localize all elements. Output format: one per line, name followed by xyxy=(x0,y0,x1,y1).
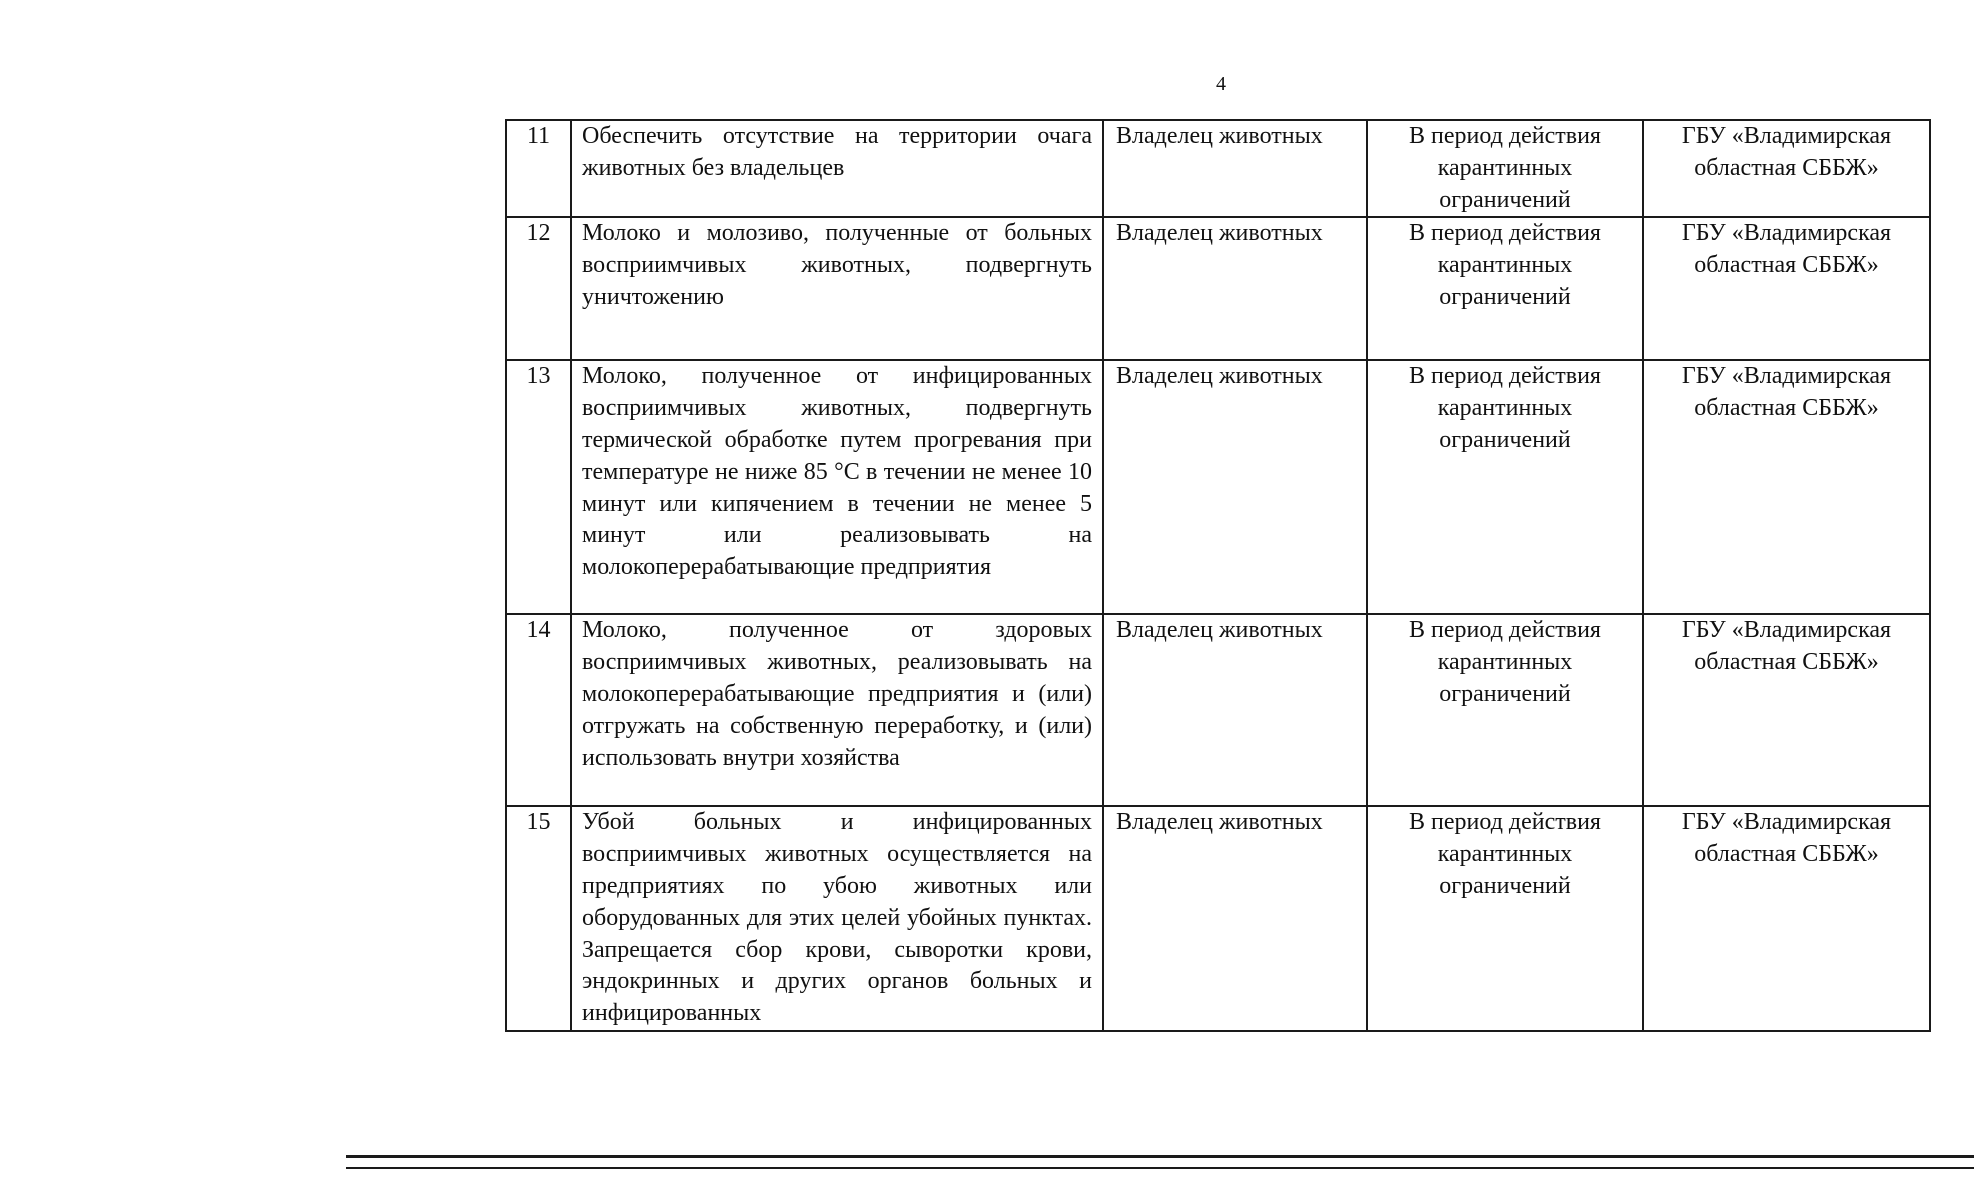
footer-rule xyxy=(346,1155,1974,1158)
responsible-party: Владелец животных xyxy=(1103,806,1367,1031)
supervising-body: ГБУ «Владимирская областная СББЖ» xyxy=(1643,217,1930,360)
supervising-body: ГБУ «Владимирская областная СББЖ» xyxy=(1643,614,1930,806)
row-number: 12 xyxy=(506,217,571,360)
footer-rule xyxy=(346,1167,1974,1169)
table-row xyxy=(506,217,1930,360)
supervising-body: ГБУ «Владимирская областная СББЖ» xyxy=(1643,806,1930,1031)
table-row xyxy=(506,614,1930,806)
supervising-body: ГБУ «Владимирская областная СББЖ» xyxy=(1643,120,1930,217)
row-number: 14 xyxy=(506,614,571,806)
measure-text: Обеспечить отсутствие на территории очага животных без владельцев xyxy=(571,120,1103,217)
responsible-party: Владелец животных xyxy=(1103,120,1367,217)
page-number: 4 xyxy=(1216,73,1226,95)
measure-text: Молоко, полученное от здоровых восприимчивых животных, реализовывать на молокоперерабатывающие предприятия и (или) отгружать на собственную переработку, и (или) использовать внутри хозяйства xyxy=(571,614,1103,806)
row-number: 11 xyxy=(506,120,571,217)
measure-text: Убой больных и инфицированных восприимчивых животных осуществляется на предприятиях по убою животных или оборудованных для этих целей убойных пунктах. Запрещается сбор крови, сыворотки крови, эндокринных и других органов больных и инфицированных xyxy=(571,806,1103,1031)
row-number: 13 xyxy=(506,360,571,614)
row-number: 15 xyxy=(506,806,571,1031)
table-row xyxy=(506,120,1930,217)
measures-table xyxy=(505,119,1931,1032)
measure-text: Молоко, полученное от инфицированных восприимчивых животных, подвергнуть термической обработке путем прогревания при температуре не ниже 85 °С в течении не менее 10 минут или кипячением в течении не менее 5 минут или реализовывать на молокоперерабатывающие предприятия xyxy=(571,360,1103,614)
table-row xyxy=(506,806,1930,1031)
table-row xyxy=(506,360,1930,614)
supervising-body: ГБУ «Владимирская областная СББЖ» xyxy=(1643,360,1930,614)
responsible-party: Владелец животных xyxy=(1103,614,1367,806)
responsible-party: Владелец животных xyxy=(1103,217,1367,360)
deadline: В период действия карантинных ограничений xyxy=(1367,360,1643,614)
deadline: В период действия карантинных ограничений xyxy=(1367,120,1643,217)
responsible-party: Владелец животных xyxy=(1103,360,1367,614)
measure-text: Молоко и молозиво, полученные от больных восприимчивых животных, подвергнуть уничтожению xyxy=(571,217,1103,360)
deadline: В период действия карантинных ограничений xyxy=(1367,806,1643,1031)
deadline: В период действия карантинных ограничений xyxy=(1367,614,1643,806)
deadline: В период действия карантинных ограничений xyxy=(1367,217,1643,360)
